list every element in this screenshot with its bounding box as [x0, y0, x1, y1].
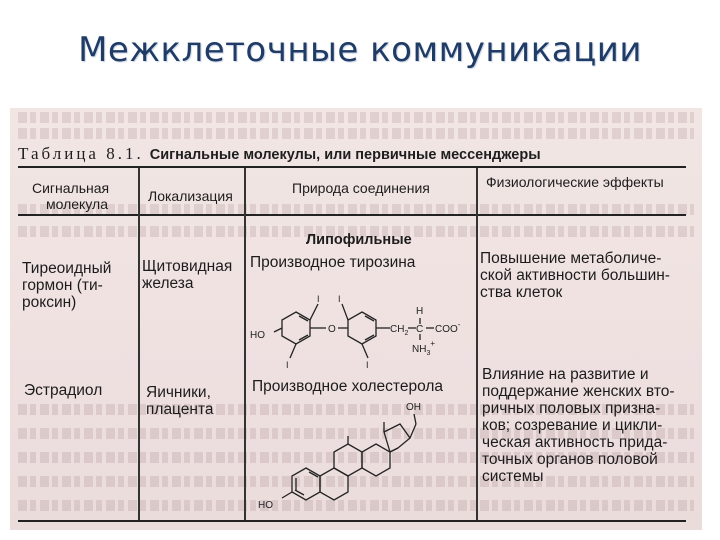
row2-molecule-line: Эстрадиол — [24, 382, 103, 399]
bleed-through-text — [18, 112, 694, 123]
scanned-table-image — [10, 108, 702, 530]
formula-nh3 — [412, 339, 435, 357]
row1-molecule-line: роксин) — [22, 294, 77, 311]
row2-location-line: плацента — [146, 401, 214, 418]
slide-title: Межклеточные коммуникации — [78, 30, 642, 70]
formula-i: I — [366, 360, 369, 370]
header-bottom-rule — [18, 214, 686, 216]
row1-effects-line: ской активности большин- — [480, 267, 670, 284]
formula-ch2-sub: 2 — [404, 330, 409, 337]
formula-nh3-sup: + — [430, 339, 436, 348]
formula-ho: HO — [258, 500, 273, 511]
table-caption — [18, 144, 541, 164]
row2-location — [146, 384, 214, 418]
formula-i: I — [338, 294, 341, 304]
column-divider — [244, 168, 246, 520]
column-divider — [476, 168, 478, 520]
formula-o: O — [328, 324, 336, 335]
section-label: Липофильные — [306, 232, 412, 248]
row2-effects-line: ков; созревание и цикли- — [482, 417, 663, 434]
estradiol-structure — [252, 394, 470, 518]
formula-coo-base: COO — [435, 324, 458, 335]
row2-molecule — [24, 382, 102, 399]
header-molecule-line: Сигнальная — [32, 180, 110, 196]
row2-effects-line: ричных половых призна- — [482, 400, 661, 417]
formula-oh: OH — [406, 402, 421, 413]
table-top-rule — [18, 166, 686, 168]
table-name: Сигнальные молекулы, или первичные мессенджеры — [149, 147, 541, 163]
row2-effects-line: системы — [482, 468, 544, 485]
row2-effects-line: поддержание женских вто- — [482, 383, 675, 400]
row1-molecule — [22, 260, 111, 311]
header-molecule-line: молекула — [46, 196, 108, 212]
row2-location-line: Яичники, — [146, 384, 211, 401]
row1-nature: Производное тирозина — [250, 254, 416, 271]
row2-effects-line: ческая активность прида- — [482, 434, 668, 451]
thyroxine-structure — [248, 276, 474, 380]
row1-molecule-line: гормон (ти- — [22, 277, 103, 294]
row1-effects-line: ства клеток — [480, 284, 563, 301]
formula-h: H — [416, 306, 424, 317]
header-location: Локализация — [148, 188, 233, 204]
row2-nature: Производное холестерола — [252, 378, 444, 395]
header-effects: Физиологические эффекты — [486, 174, 664, 190]
formula-ch2-base: CH — [390, 324, 405, 335]
row1-effects-line: Повышение метаболиче- — [480, 250, 662, 267]
formula-c: C — [416, 324, 424, 335]
row1-location-line: железа — [142, 275, 194, 292]
row1-location-line: Щитовидная — [142, 258, 233, 275]
row2-effects-line: точных органов половой — [482, 451, 658, 468]
column-divider — [138, 168, 140, 520]
formula-i: I — [317, 294, 320, 304]
formula-ch2 — [390, 324, 408, 337]
table-number: Таблица 8.1. — [18, 144, 144, 163]
row1-molecule-line: Тиреоидный — [22, 260, 112, 277]
bleed-through-text — [18, 128, 694, 139]
row2-effects — [482, 366, 675, 485]
header-molecule — [32, 180, 109, 212]
formula-i: I — [286, 360, 289, 370]
formula-coo-sup: - — [457, 320, 461, 329]
formula-nh3-base: NH — [412, 344, 427, 355]
table-bottom-rule — [18, 520, 686, 522]
row1-effects — [480, 250, 670, 301]
formula-nh3-sub: 3 — [426, 350, 431, 357]
row2-effects-line: Влияние на развитие и — [482, 366, 649, 383]
formula-ho: HO — [250, 330, 265, 341]
row1-location — [142, 258, 232, 292]
header-nature: Природа соединения — [292, 180, 430, 196]
formula-coo — [435, 320, 461, 335]
